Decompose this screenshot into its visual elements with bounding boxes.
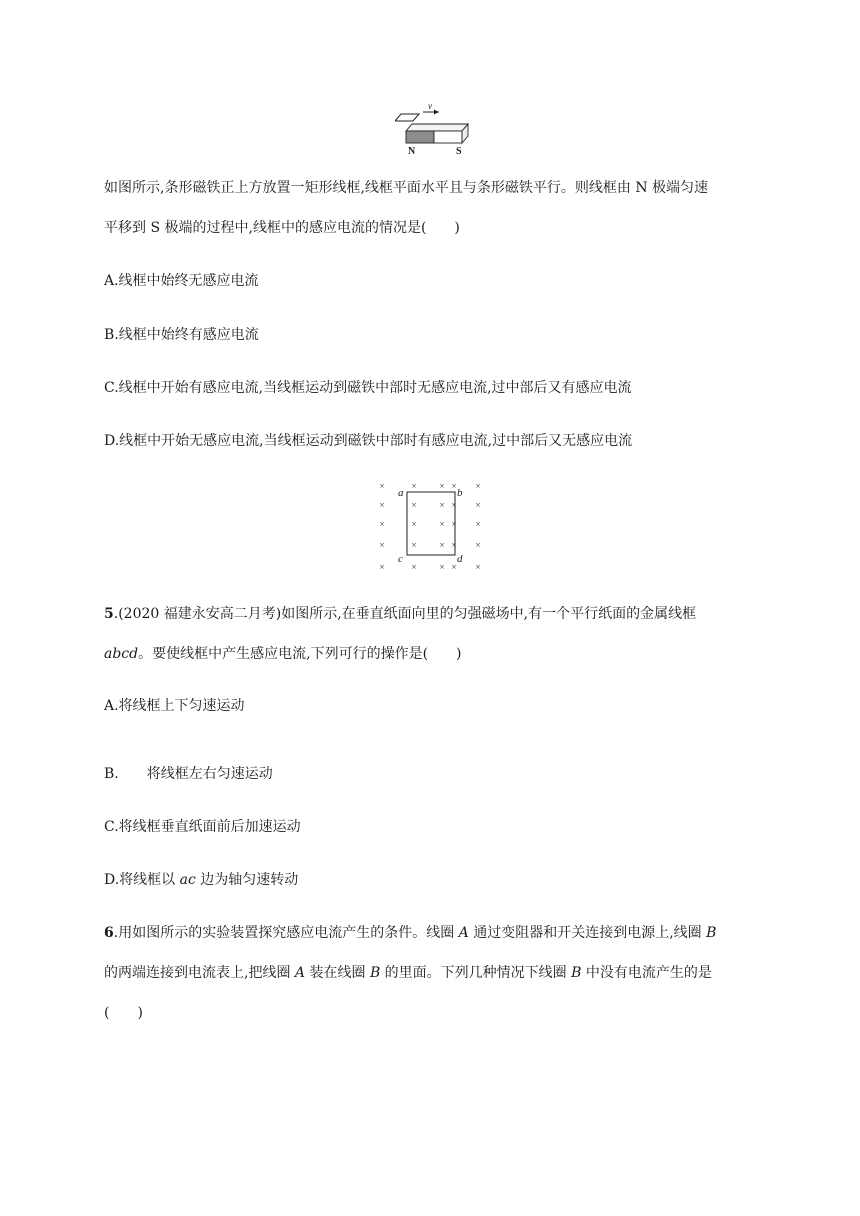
q6-text-1b: 通过变阻器和开关连接到电源上,线圈 bbox=[468, 925, 707, 941]
q6-coil-b-3: B bbox=[571, 965, 582, 981]
q5-option-d-pre: D.将线框以 bbox=[104, 872, 180, 888]
q5-stem-line2 bbox=[104, 645, 462, 663]
q5-stem-text: 如图所示,在垂直纸面向里的匀强磁场中,有一个平行纸面的金属线框 bbox=[281, 606, 697, 622]
q5-stem-text-2: 。要使线框中产生感应电流,下列可行的操作是( ) bbox=[138, 646, 462, 662]
field-mark: × bbox=[439, 562, 445, 572]
field-mark: × bbox=[475, 540, 481, 550]
q6-stem-line1 bbox=[104, 924, 716, 942]
field-mark: × bbox=[379, 500, 385, 510]
corner-a-label: a bbox=[398, 487, 404, 499]
field-mark: × bbox=[451, 481, 457, 491]
field-mark: × bbox=[451, 562, 457, 572]
q5-stem-line1 bbox=[104, 605, 696, 623]
field-mark: × bbox=[379, 540, 385, 550]
field-mark: × bbox=[451, 540, 457, 550]
field-mark: × bbox=[411, 481, 417, 491]
q4-option-d: D.线框中开始无感应电流,当线框运动到磁铁中部时有感应电流,过中部后又无感应电流 bbox=[104, 433, 633, 449]
q4-option-c: C.线框中开始有感应电流,当线框运动到磁铁中部时无感应电流,过中部后又有感应电流 bbox=[104, 380, 632, 396]
wire-frame bbox=[395, 114, 419, 121]
field-mark: × bbox=[411, 519, 417, 529]
field-mark: × bbox=[451, 519, 457, 529]
q6-coil-b-2: B bbox=[369, 965, 381, 981]
q6-number: 6 bbox=[104, 925, 114, 941]
south-pole-label: S bbox=[456, 146, 462, 157]
q5-option-b-letter: B. bbox=[104, 766, 119, 782]
q4-option-a: A.线框中始终无感应电流 bbox=[104, 273, 259, 289]
field-mark: × bbox=[475, 500, 481, 510]
magnet-north-half bbox=[406, 131, 434, 143]
field-mark: × bbox=[379, 519, 385, 529]
q6-text-2b: 装在线圈 bbox=[305, 965, 370, 981]
q5-number: 5 bbox=[104, 606, 114, 622]
q5-option-b bbox=[104, 765, 273, 783]
q5-option-d bbox=[104, 871, 298, 889]
q5-option-a: A.将线框上下匀速运动 bbox=[104, 698, 245, 714]
field-mark: × bbox=[411, 540, 417, 550]
corner-d-label: d bbox=[457, 553, 463, 565]
field-mark: × bbox=[439, 481, 445, 491]
field-mark: × bbox=[379, 562, 385, 572]
field-mark: × bbox=[411, 562, 417, 572]
q6-text-2a: 的两端连接到电流表上,把线圈 bbox=[104, 965, 295, 981]
magnet-figure bbox=[395, 100, 475, 158]
q6-stem-line2 bbox=[104, 964, 712, 982]
q4-stem-line2: 平移到 S 极端的过程中,线框中的感应电流的情况是( ) bbox=[104, 220, 460, 236]
q5-frame-name: abcd bbox=[104, 646, 139, 662]
q6-text-2c: 的里面。下列几种情况下线圈 bbox=[380, 965, 572, 981]
field-mark: × bbox=[439, 500, 445, 510]
q6-coil-a: A bbox=[458, 925, 469, 941]
field-mark: × bbox=[439, 519, 445, 529]
q6-text-1a: .用如图所示的实验装置探究感应电流产生的条件。线圈 bbox=[113, 925, 459, 941]
corner-b-label: b bbox=[457, 487, 463, 499]
q5-option-d-axis: ac bbox=[179, 872, 196, 888]
q5-option-b-text: 将线框左右匀速运动 bbox=[146, 766, 273, 782]
velocity-label: v bbox=[428, 101, 432, 111]
q6-text-2d: 中没有电流产生的是 bbox=[581, 965, 712, 981]
field-mark: × bbox=[451, 500, 457, 510]
field-mark: × bbox=[475, 481, 481, 491]
q5-option-c: C.将线框垂直纸面前后加速运动 bbox=[104, 819, 301, 835]
magnet-south-half bbox=[434, 131, 462, 143]
q6-coil-a-2: A bbox=[294, 965, 306, 981]
north-pole-label: N bbox=[408, 146, 416, 157]
field-mark: × bbox=[475, 562, 481, 572]
field-mark: × bbox=[439, 540, 445, 550]
q4-option-b: B.线框中始终有感应电流 bbox=[104, 327, 259, 343]
q4-stem-line1: 如图所示,条形磁铁正上方放置一矩形线框,线框平面水平且与条形磁铁平行。则线框由 N 极端匀速 bbox=[104, 180, 709, 196]
field-mark: × bbox=[475, 519, 481, 529]
magnet-top bbox=[406, 124, 468, 131]
q6-coil-b: B bbox=[706, 925, 717, 941]
field-marks bbox=[379, 481, 480, 572]
magnetic-field-figure bbox=[374, 478, 486, 576]
q5-option-d-post: 边为轴匀速转动 bbox=[195, 872, 299, 888]
field-mark: × bbox=[411, 500, 417, 510]
q5-source: .(2020 福建永安高二月考) bbox=[113, 606, 282, 622]
field-mark: × bbox=[379, 481, 385, 491]
q6-answer-bracket: ( ) bbox=[104, 1005, 143, 1021]
corner-c-label: c bbox=[398, 553, 403, 565]
